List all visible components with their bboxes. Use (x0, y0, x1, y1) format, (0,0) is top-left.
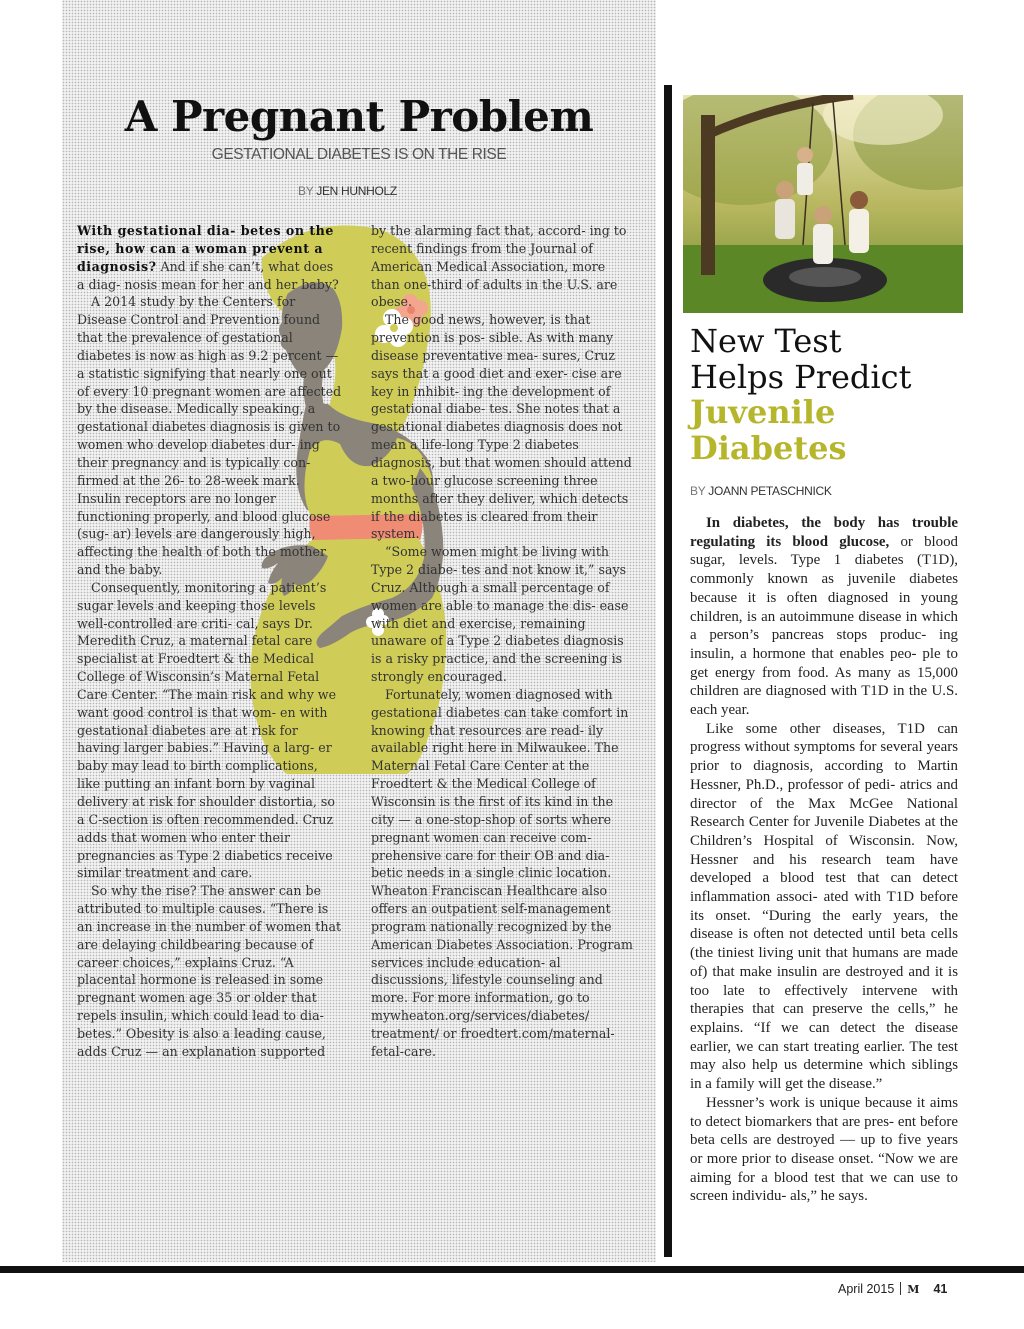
sidebar-body (690, 514, 958, 1206)
page-footer (838, 1282, 947, 1296)
sidebar-title-line: New Test (690, 322, 842, 360)
paragraph-text: And if she can’t, what does a diag- nosis mean for her and her baby? (77, 258, 339, 292)
article-paragraph (77, 222, 343, 293)
sidebar-paragraph (690, 514, 958, 720)
sidebar-title-line: Helps Predict (690, 357, 912, 396)
column-divider-bar (664, 85, 672, 1257)
sidebar-title (690, 324, 980, 466)
article-paragraph: A 2014 study by the Centers for Disease Control and Prevention found that the prevalence of gestational diabetes is now as high as 9.2 percent — a statistic signifying that nearly one out of every 10 pregnant women are affected by the disease. Medically speaking, a gestational diabetes diagnosis is given to women who develop diabetes dur- ing their pregnancy and is typically con- firmed at the 26- to 28-week mark. Insulin receptors are no longer functioning properly, and blood glucose (sug- ar) levels are dangerously high, affecting the health of both the mother and the baby. (77, 294, 342, 578)
sidebar-paragraph: Hessner’s work is unique because it aims to detect biomarkers that are pres- ent before beta cells are destroyed — up to five years or more prior to disease onset. “Now we are aiming for a blood test that we can use to screen individu- als,” he says. (690, 1094, 958, 1205)
children-on-tire-swing-photo (683, 95, 963, 313)
byline-author: JOANN PETASCHNICK (708, 484, 832, 498)
article-paragraph: “Some women might be living with Type 2 diabe- tes and not know it,” says Cruz. Although a small percentage of women are able to manage the dis- ease with diet and exercise, remaining unaware of a Type 2 diabetes diagnosis is a risky practice, and the screening is strongly encouraged. (371, 544, 629, 685)
article-column-1 (77, 222, 343, 1061)
sidebar-byline (690, 484, 832, 498)
lead-in: With gestational dia- betes on the rise, how can a woman prevent a diagnosis? (77, 223, 334, 274)
article-byline (298, 184, 397, 198)
article-paragraph: by the alarming fact that, accord- ing to recent findings from the Journal of American Medical Association, more than one-third of adults in the U.S. are obese. (371, 223, 627, 310)
byline-author: JEN HUNHOLZ (316, 184, 397, 198)
article-paragraph: Fortunately, women diagnosed with gestational diabetes can take comfort in knowing that resources are read- ily available right here in Milwaukee. The Maternal Fetal Care Center at the Froedtert & the Medical College of Wisconsin is the first of its kind in the city — a one-stop-shop of sorts where pregnant women can receive com- prehensive care for their OB and dia- betic needs in a single clinic location. Wheaton Franciscan Healthcare also offers an outpatient self-management program nationally recognized by the American Diabetes Association. Program services include education- al discussions, lifestyle counseling and more. For more information, go to mywheaton.org/services/diabetes/ treatment/ or froedtert.com/maternal- fetal-care. (371, 686, 633, 1059)
article-paragraph: Consequently, monitoring a patient’s sugar levels and keeping those levels well-controlled are criti- cal, says Dr. Meredith Cruz, a maternal fetal care specialist at Froedtert & the Medical College of Wisconsin’s Maternal Fetal Care Center. “The main risk and why we want good control is that wom- en with gestational diabetes are at risk for having larger babies.” Having a larg- er baby may lead to birth complications, like putting an infant born by vaginal delivery at risk for shoulder distortia, so a C-section is often recommended. Cruz adds that women who enter their pregnancies as Type 2 diabetics receive similar treatment and care. (77, 579, 337, 881)
article-column-2 (371, 222, 637, 1061)
footer-date: April 2015 (838, 1282, 895, 1296)
sidebar-title-highlight: Juvenile (690, 393, 836, 431)
paragraph-text: or blood sugar, levels. Type 1 diabetes (T1D), commonly known as juvenile diabetes because it is often diagnosed in young children, is an autoimmune disease in which a person’s pancreas stops produc- ing insulin, a hormone that enables peo- ple to get energy from food. As many as 15,000 children are diagnosed with T1D in the U.S. each year. (690, 533, 958, 719)
article-paragraph: The good news, however, is that prevention is pos- sible. As with many disease preventative mea- sures, Cruz says that a good diet and exer- cise are key in inhibit- ing the development of gestational diabe- tes. She notes that a gestational diabetes diagnosis does not mean a life-long Type 2 diabetes diagnosis, but that women should attend a two-hour glucose screening three months after they deliver, which detects if the diabetes is cleared from their system. (371, 312, 632, 542)
article-paragraph: So why the rise? The answer can be attributed to multiple causes. “There is an increase in the number of women that are delaying childbearing because of career choices,” explains Cruz. “A placental hormone is released in some pregnant women age 35 or older that repels insulin, which could lead to dia- betes.” Obesity is also a leading cause, adds Cruz — an explanation supported (77, 883, 342, 1059)
sidebar-title-highlight: Diabetes (690, 428, 847, 467)
page-number: 41 (933, 1282, 948, 1296)
page-bottom-rule (0, 1266, 1024, 1273)
lead-in: In diabetes, the body has trouble regulating its blood glucose, (690, 515, 958, 550)
article-title: A Pregnant Problem (124, 92, 594, 141)
footer-separator (900, 1282, 901, 1295)
sidebar-paragraph: Like some other diseases, T1D can progress without symptoms for several years prior to diagnosis, according to Martin Hessner, Ph.D., professor of pedi- atrics and director of the Max McGee National Research Center for Juvenile Diabetes at the Children’s Hospital of Wisconsin. Now, Hessner and his research team have developed a blood test that can detect inflammation associ- ated with T1D before its onset. “During the early years, the disease is often not detected until beta cells (the tiniest living unit that humans are made of) that make insulin are destroyed and it is too late to effectively intervene with therapies that can preserve the cells,” he explains. “If we can detect the disease earlier, we can start treating earlier. The test may also help us determine which siblings in a family will get the disease.” (690, 720, 958, 1093)
article-subtitle: GESTATIONAL DIABETES IS ON THE RISE (211, 146, 507, 163)
byline-prefix: BY (690, 484, 706, 498)
magazine-logo: M (907, 1283, 920, 1296)
byline-prefix: BY (298, 184, 314, 198)
